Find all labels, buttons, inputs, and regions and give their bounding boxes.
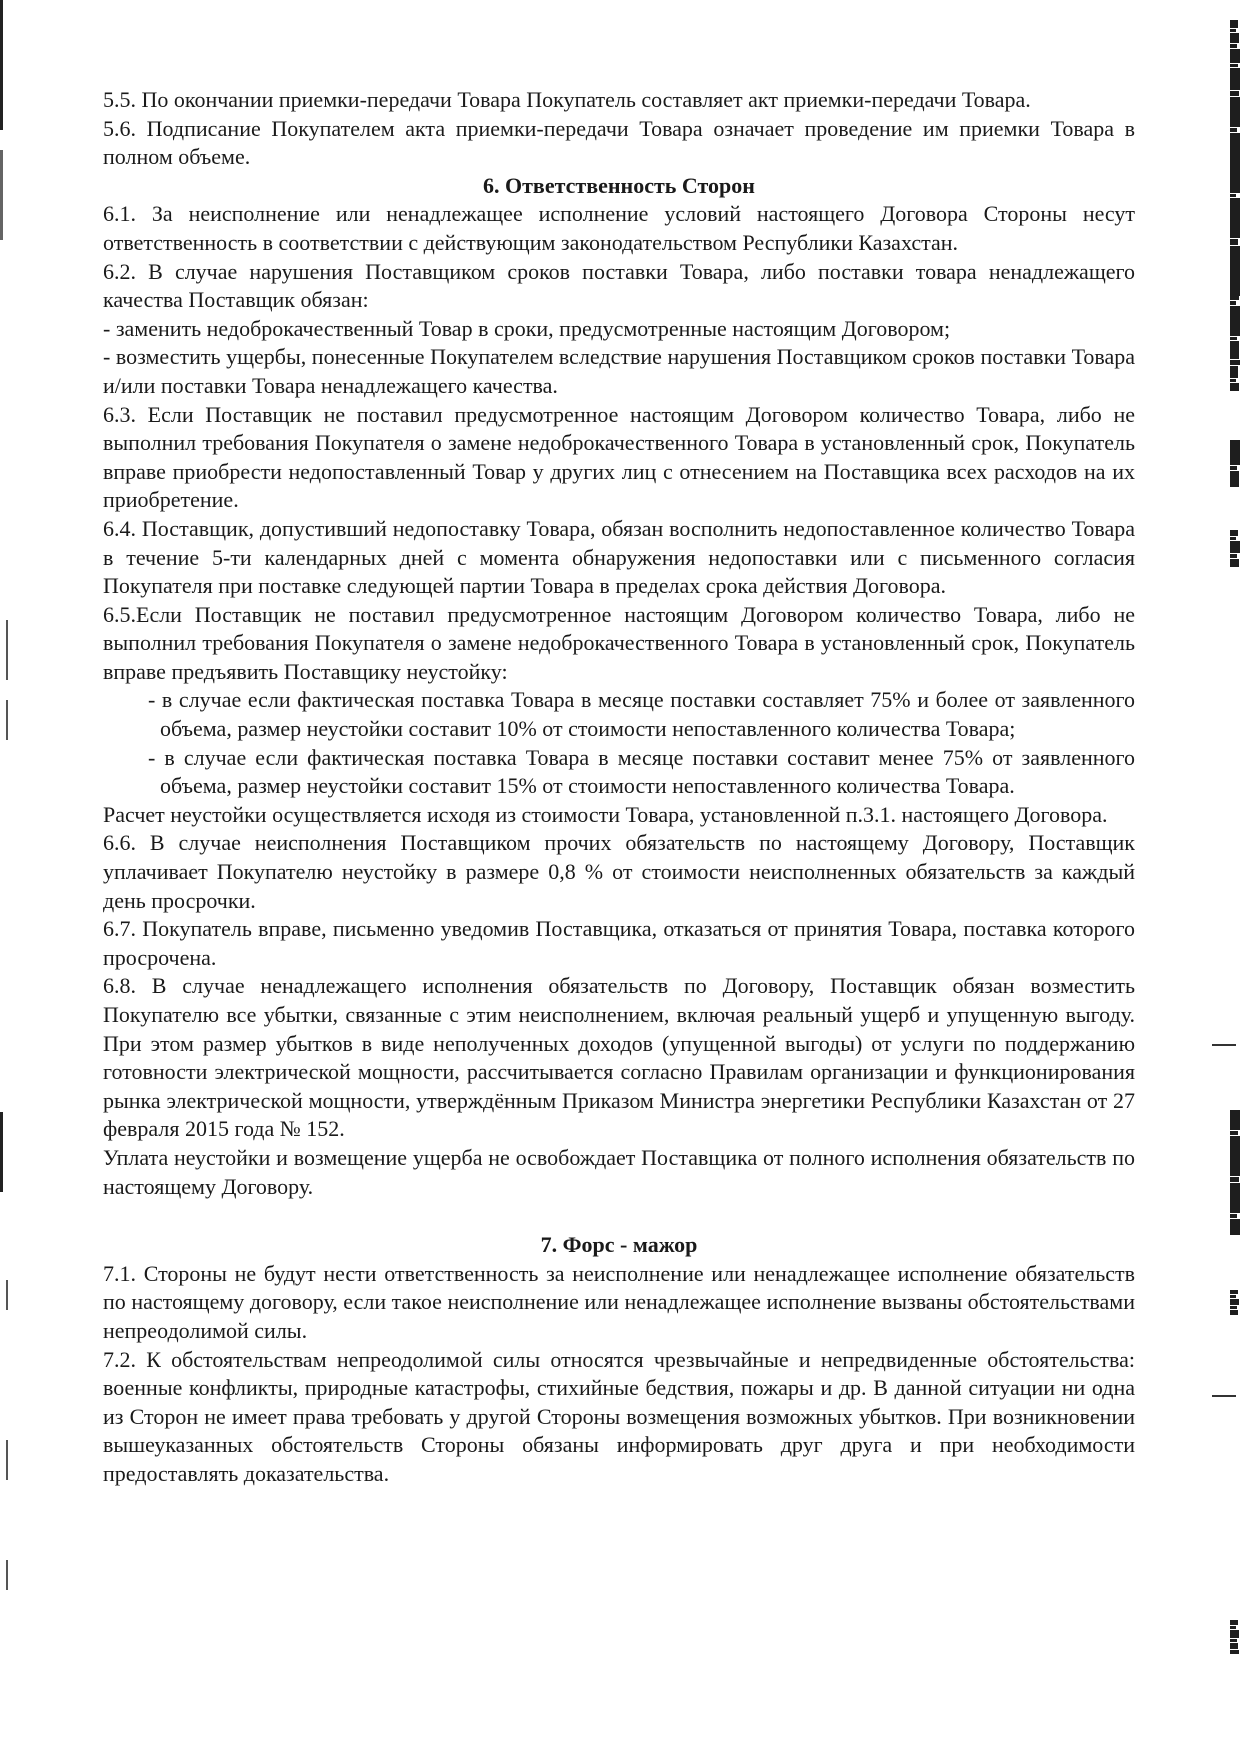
paragraph-6-7: 6.7. Покупатель вправе, письменно уведомив Поставщика, отказаться от принятия Товара, поставка которого просрочена. xyxy=(103,916,1135,970)
paragraph-6-3: 6.3. Если Поставщик не поставил предусмотренное настоящим Договором количество Товара, либо не выполнил требования Покупателя о замене недоброкачественного Товара в установленный срок, Покупатель вправе приобрести недопоставленный Товар у других лиц с отнесением на Поставщика всех расходов на их приобретение. xyxy=(103,401,1135,513)
scan-edge-mark xyxy=(0,0,3,130)
section-7-heading: 7. Форс - мажор xyxy=(540,1232,698,1258)
scan-edge-mark xyxy=(1230,530,1240,568)
paragraph-6-8: 6.8. В случае ненадлежащего исполнения обязательств по Договору, Поставщик обязан возместить Покупателю все убытки, связанные с этим неисполнением, включая реальный ущерб и упущенную выгоду. При этом размер убытков в виде неполученных доходов (упущенной выгоды) от услуги по поддержанию готовности электрической мощности, рассчитывается согласно Правилам организации и функционирования рынка электрической мощности, утверждённым Приказом Министра энергетики Республики Казахстан от 27 февраля 2015 года № 152. xyxy=(103,973,1135,1142)
paragraph-6-2-item: - заменить недоброкачественный Товар в сроки, предусмотренные настоящим Договором; xyxy=(103,315,951,341)
scan-edge-mark xyxy=(1230,290,1240,392)
scan-edge-mark xyxy=(1230,1290,1240,1316)
section-6-heading: 6. Ответственность Сторон xyxy=(483,172,755,198)
paragraph-6-6: 6.6. В случае неисполнения Поставщиком прочих обязательств по настоящему Договору, Поставщик уплачивает Покупателю неустойку в размере 0,8 % от стоимости неисполненных обязательств за каждый день просрочки. xyxy=(103,830,1135,913)
paragraph-6-5-note: Расчет неустойки осуществляется исходя из стоимости Товара, установленной п.3.1. настоящего Договора. xyxy=(103,801,1108,827)
scan-edge-mark xyxy=(6,1280,8,1310)
scan-edge-mark xyxy=(0,150,3,240)
paragraph-7-1: 7.1. Стороны не будут нести ответственность за неисполнение или ненадлежащее исполнение обязательств по настоящему договору, если такое неисполнение или ненадлежащее исполнение вызваны обстоятельствами непреодолимой силы. xyxy=(103,1260,1135,1343)
paragraph-5-6: 5.6. Подписание Покупателем акта приемки-передачи Товара означает проведение им приемки Товара в полном объеме. xyxy=(103,115,1135,170)
paragraph-5-5: 5.5. По окончании приемки-передачи Товара Покупатель составляет акт приемки-передачи Товара. xyxy=(103,87,1031,112)
scan-edge-mark xyxy=(1230,20,1240,297)
scan-edge-mark xyxy=(1230,1110,1240,1236)
paragraph-6-5: 6.5.Если Поставщик не поставил предусмотренное настоящим Договором количество Товара, либо не выполнил требования Покупателя о замене недоброкачественного Товара в установленный срок, Покупатель вправе предъявить Поставщику неустойку: xyxy=(103,601,1135,684)
scan-edge-mark xyxy=(1230,440,1240,488)
scan-edge-mark xyxy=(0,1112,3,1192)
paragraph-6-2: 6.2. В случае нарушения Поставщиком сроков поставки Товара, либо поставки товара ненадлежащего качества Поставщик обязан: xyxy=(103,258,1135,313)
scan-edge-mark xyxy=(1230,1620,1240,1655)
contract-text xyxy=(103,86,1135,1489)
scan-edge-mark xyxy=(6,1440,8,1480)
paragraph-6-5-item: - в случае если фактическая поставка Товара в месяце поставки составит менее 75% от заявленного объема, размер неустойки составит 15% от стоимости непоставленного количества Товара. xyxy=(148,744,1135,799)
paragraph-6-5-item: - в случае если фактическая поставка Товара в месяце поставки составляет 75% и более от заявленного объема, размер неустойки составит 10% от стоимости непоставленного количества Товара; xyxy=(148,687,1135,742)
scan-edge-mark xyxy=(1212,1044,1236,1046)
paragraph-7-2: 7.2. К обстоятельствам непреодолимой силы относятся чрезвычайные и непредвиденные обстоятельства: военные конфликты, природные катастрофы, стихийные бедствия, пожары и др. В данной ситуации ни одна из Сторон не имеет права требовать у другой Стороны возмещения возможных убытков. При возникновении вышеуказанных обстоятельств Стороны обязаны информировать друг друга и при необходимости предоставлять доказательства. xyxy=(103,1346,1135,1486)
paragraph-6-8-note: Уплата неустойки и возмещение ущерба не освобождает Поставщика от полного исполнения обязательств по настоящему Договору. xyxy=(103,1144,1135,1199)
scan-edge-mark xyxy=(1212,1395,1236,1397)
scan-edge-mark xyxy=(6,620,8,680)
paragraph-6-2-item: - возместить ущербы, понесенные Покупателем вследствие нарушения Поставщиком сроков поставки Товара и/или поставки Товара ненадлежащего качества. xyxy=(103,344,1135,398)
scan-edge-mark xyxy=(6,700,8,740)
scan-edge-mark xyxy=(6,1560,8,1590)
paragraph-6-1: 6.1. За неисполнение или ненадлежащее исполнение условий настоящего Договора Стороны несут ответственность в соответствии с действующим законодательством Республики Казахстан. xyxy=(103,201,1135,255)
paragraph-6-4: 6.4. Поставщик, допустивший недопоставку Товара, обязан восполнить недопоставленное количество Товара в течение 5-ти календарных дней с момента обнаружения недопоставки или с письменного согласия Покупателя при поставке следующей партии Товара в пределах срока действия Договора. xyxy=(103,515,1135,599)
